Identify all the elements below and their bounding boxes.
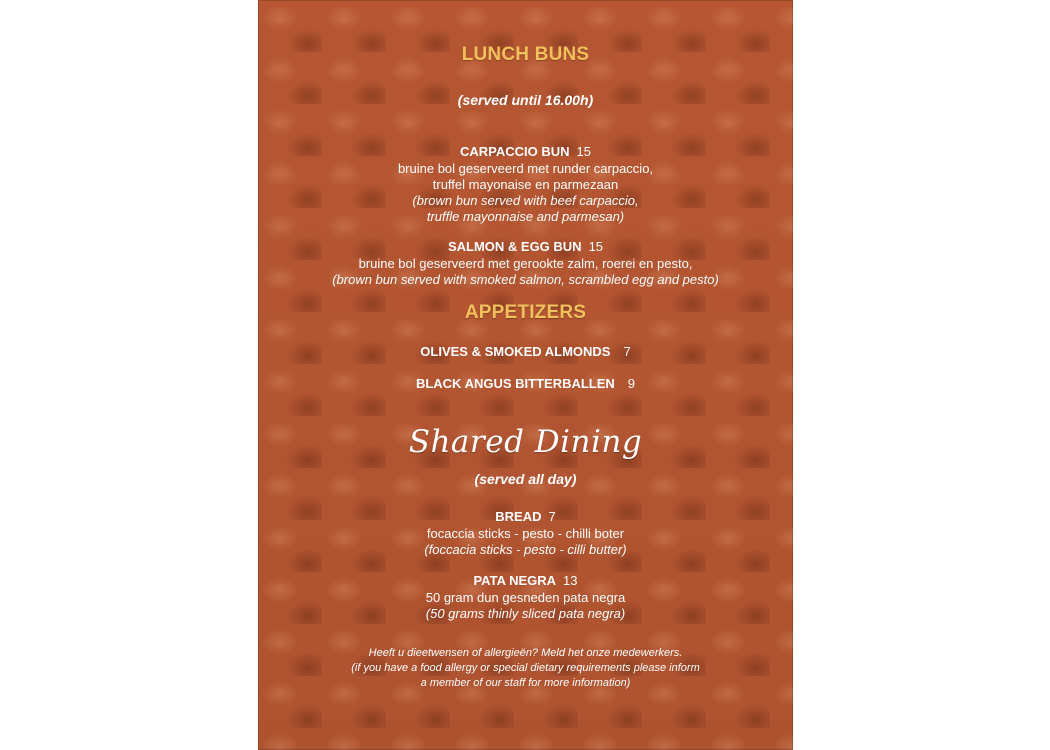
item-price: 9 [627, 376, 636, 391]
menu-item-carpaccio-bun [258, 143, 793, 225]
item-description-nl: bruine bol geserveerd met gerookte zalm, roerei en pesto, [358, 256, 693, 271]
allergy-notice-nl: Heeft u dieetwensen of allergieën? Meld het onze medewerkers. [368, 647, 683, 659]
appetizers-title: APPETIZERS [464, 302, 587, 323]
item-description-en: (50 grams thinly sliced pata negra) [425, 606, 626, 621]
item-description-en: truffle mayonnaise and parmesan) [426, 209, 625, 224]
menu-page [258, 0, 793, 750]
item-name: BLACK ANGUS BITTERBALLEN [415, 376, 615, 391]
shared-dining-subtitle: (served all day) [474, 471, 577, 487]
item-description-en: (foccacia sticks - pesto - cilli butter) [424, 542, 627, 557]
lunch-buns-title: LUNCH BUNS [461, 44, 590, 65]
menu-item-bread [258, 508, 793, 558]
item-price: 15 [576, 144, 591, 159]
item-name: SALMON & EGG BUN [447, 239, 582, 254]
menu-item-olives-almonds [258, 343, 793, 361]
allergy-notice [258, 646, 793, 691]
menu-item-bitterballen [258, 375, 793, 393]
item-price: 13 [563, 573, 578, 588]
item-price: 7 [623, 344, 631, 359]
item-price: 15 [588, 239, 604, 254]
item-description-en: (brown bun served with beef carpaccio, [412, 193, 639, 208]
menu-item-salmon-egg-bun [258, 238, 793, 288]
item-description-nl: truffel mayonaise en parmezaan [432, 177, 619, 192]
allergy-notice-en: (if you have a food allergy or special dietary requirements please inform [351, 662, 700, 674]
menu-item-pata-negra [258, 572, 793, 622]
lunch-buns-subtitle: (served until 16.00h) [457, 92, 594, 108]
item-description-en: (brown bun served with smoked salmon, scrambled egg and pesto) [332, 272, 719, 287]
item-name: BREAD [495, 509, 542, 524]
item-name: CARPACCIO BUN [459, 144, 570, 159]
allergy-notice-en: a member of our staff for more information) [420, 677, 631, 689]
item-description-nl: focaccia sticks - pesto - chilli boter [426, 526, 625, 541]
shared-dining-title: Shared Dining [408, 424, 643, 460]
item-price: 7 [548, 509, 556, 524]
item-name: OLIVES & SMOKED ALMONDS [420, 344, 611, 359]
item-description-nl: 50 gram dun gesneden pata negra [425, 590, 626, 605]
item-description-nl: bruine bol geserveerd met runder carpaccio, [397, 161, 654, 176]
item-name: PATA NEGRA [473, 573, 557, 588]
